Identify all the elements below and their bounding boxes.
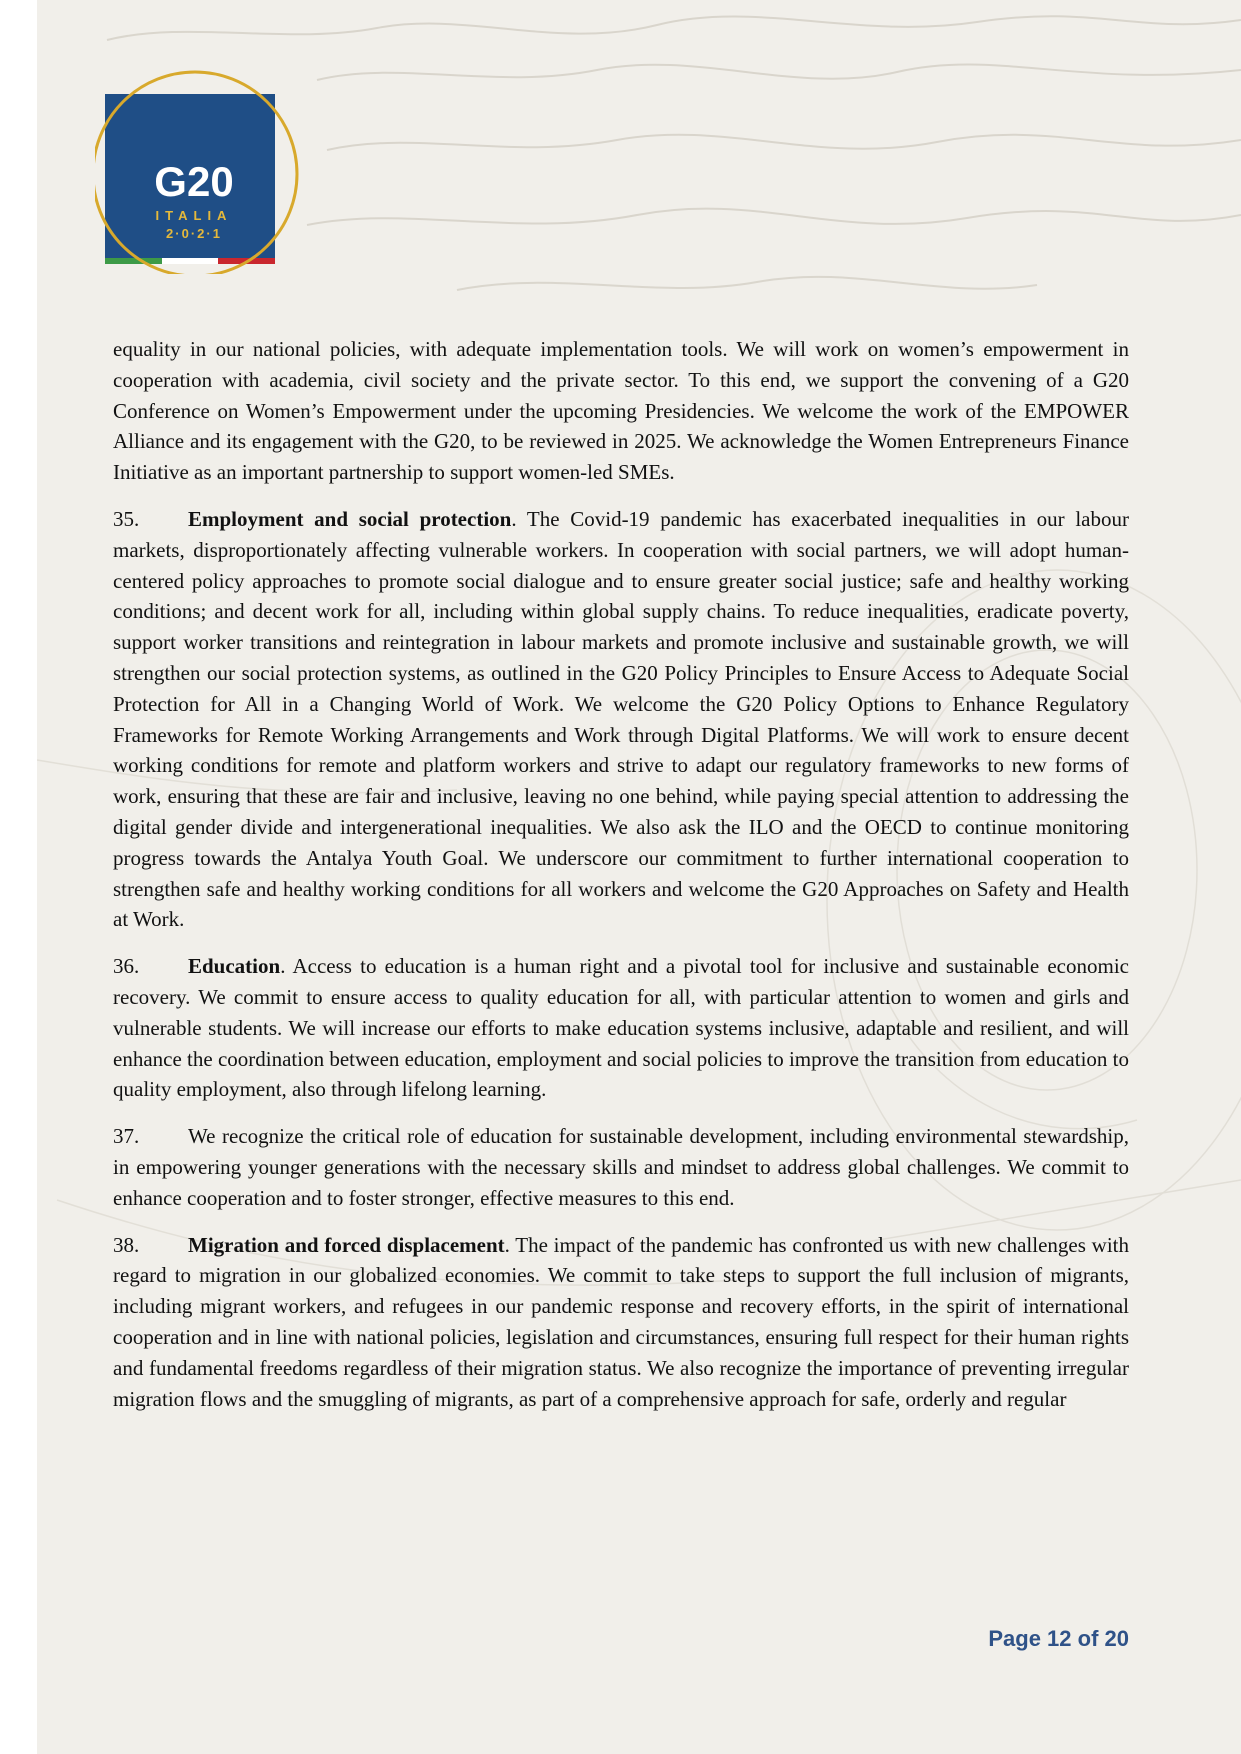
paragraph-number: 37. (113, 1124, 140, 1149)
page-number-label: Page 12 of 20 (988, 1626, 1129, 1651)
paragraph-text: . The impact of the pandemic has confronted us with new challenges with regard to migration in our globalized economies. We commit to take steps to support the full inclusion of migrants, including migrant workers, and refugees in our pandemic response and recovery efforts, in the spirit of international cooperation and in line with national policies, legislation and circumstances, ensuring full respect for their human rights and fundamental freedoms regardless of their migration status. We also recognize the importance of preventing irregular migration flows and the smuggling of migrants, as part of a comprehensive approach for safe, orderly and regular (113, 1232, 1129, 1411)
paragraph-text: . Access to education is a human right and a pivotal tool for inclusive and sustainable economic recovery. We commit to ensure access to quality education for all, with particular attention to women and girls and vulnerable students. We will increase our efforts to make education systems inclusive, adaptable and resilient, and will enhance the coordination between education, employment and social policies to improve the transition from education to quality employment, also through lifelong learning. (113, 954, 1129, 1102)
logo-year-text: 2·0·2·1 (166, 226, 222, 241)
paragraph-number: 36. (113, 954, 140, 979)
document-body (113, 334, 1129, 1430)
paragraph-37 (113, 1121, 1129, 1213)
paragraph-36 (113, 951, 1129, 1105)
paragraph-title: Employment and social protection (188, 506, 512, 531)
paragraph-text: We recognize the critical role of education for sustainable development, including environmental stewardship, in empowering younger generations with the necessary skills and mindset to address global challenges. We commit to enhance cooperation and to foster stronger, effective measures to this end. (113, 1124, 1129, 1210)
logo-italia-text: ITALIA (155, 208, 233, 223)
intro-paragraph: equality in our national policies, with adequate implementation tools. We will work on women’s empowerment in cooperation with academia, civil society and the private sector. To this end, we support the convening of a G20 Conference on Women’s Empowerment under the upcoming Presidencies. We welcome the work of the EMPOWER Alliance and its engagement with the G20, to be reviewed in 2025. We acknowledge the Women Entrepreneurs Finance Initiative as an important partnership to support women-led SMEs. (113, 337, 1129, 485)
paragraph-number: 38. (113, 1232, 140, 1257)
g20-italia-2021-logo (95, 54, 305, 274)
logo-flag-white (162, 258, 218, 264)
document-page (37, 0, 1241, 1754)
paragraph-title: Migration and forced displacement (188, 1232, 505, 1257)
logo-flag-green (105, 258, 162, 264)
paragraph-text: . The Covid-19 pandemic has exacerbated inequalities in our labour markets, disproportionately affecting vulnerable workers. In cooperation with social partners, we will adopt human-centered policy approaches to promote social dialogue and to ensure greater social justice; safe and healthy working conditions; and decent work for all, including within global supply chains. To reduce inequalities, eradicate poverty, support worker transitions and reintegration in labour markets and promote inclusive and sustainable growth, we will strengthen our social protection systems, as outlined in the G20 Policy Principles to Ensure Access to Adequate Social Protection for All in a Changing World of Work. We welcome the G20 Policy Options to Enhance Regulatory Frameworks for Remote Working Arrangements and Work through Digital Platforms. We will work to ensure decent working conditions for remote and platform workers and strive to adapt our regulatory frameworks to new forms of work, ensuring that these are fair and inclusive, leaving no one behind, while paying special attention to addressing the digital gender divide and intergenerational inequalities. We also ask the ILO and the OECD to continue monitoring progress towards the Antalya Youth Goal. We underscore our commitment to further international cooperation to strengthen safe and healthy working conditions for all workers and welcome the G20 Approaches on Safety and Health at Work. (113, 506, 1129, 932)
logo-mark-text: G20 (154, 158, 234, 205)
paragraph-38 (113, 1230, 1129, 1415)
paragraph-35 (113, 504, 1129, 935)
paragraph-title: Education (188, 954, 281, 979)
paragraph-number: 35. (113, 506, 140, 531)
